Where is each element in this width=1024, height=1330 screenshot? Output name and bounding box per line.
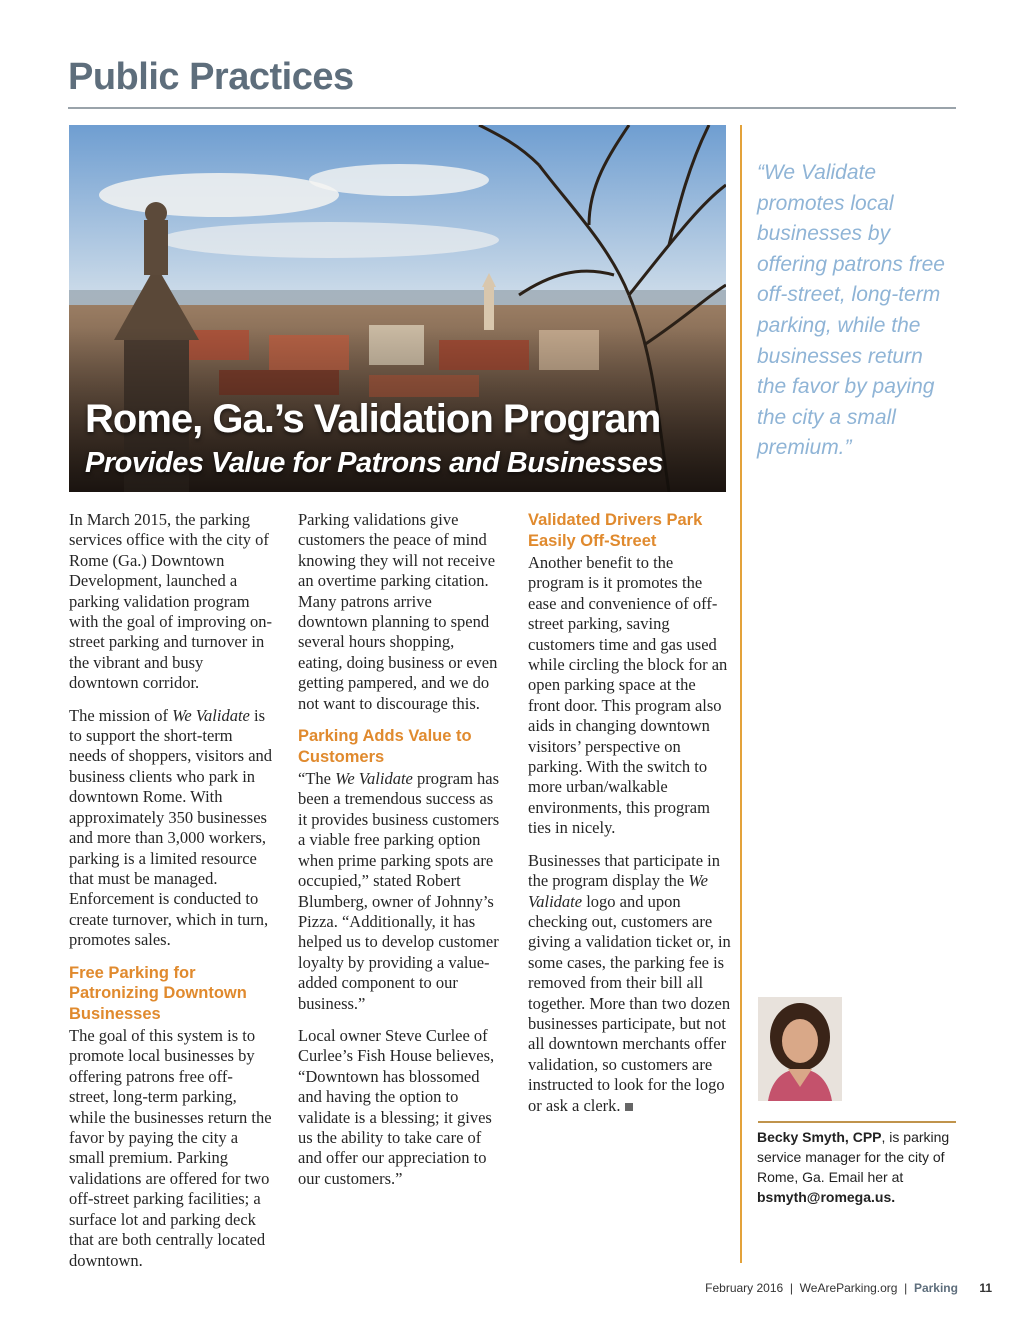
end-mark-icon bbox=[625, 1103, 633, 1111]
paragraph: In March 2015, the parking services office with the city of Rome (Ga.) Downtown Development, launched a parking validation program with the goal of improving on-street parking and turnover in the vibrant and busy downtown corridor. bbox=[69, 510, 273, 693]
author-email[interactable]: bsmyth@romega.us. bbox=[757, 1189, 896, 1205]
article-subheadline: Provides Value for Patrons and Businesses bbox=[85, 447, 663, 479]
author-divider bbox=[758, 1121, 956, 1123]
subheading: Parking Adds Value to Customers bbox=[298, 727, 472, 766]
article-headline: Rome, Ga.’s Validation Program bbox=[85, 397, 661, 441]
footer-date: February 2016 bbox=[705, 1281, 784, 1295]
subheading: Free Parking for Patronizing Downtown Businesses bbox=[69, 963, 247, 1023]
paragraph: The mission of We Validate is to support the short-term needs of shoppers, visitors and business clients who park in downtown Rome. With approximately 350 businesses and more than 3,000 workers, parking is a limited resource that must be managed. Enforcement is conducted to create turnover, which in turn, promotes sales. bbox=[69, 705, 273, 950]
subheading: Validated Drivers Park Easily Off-Street bbox=[528, 511, 703, 550]
paragraph: Local owner Steve Curlee of Curlee’s Fish House believes, “Downtown has blossomed and having the option to validate is a blessing; it gives us the ability to take care of and offer our appreciation to our customers.” bbox=[298, 1025, 495, 1188]
hero-image bbox=[69, 125, 726, 492]
author-portrait bbox=[758, 997, 842, 1101]
title-divider bbox=[68, 107, 956, 109]
section-title: Public Practices bbox=[68, 56, 354, 98]
paragraph: “The We Validate program has been a tremendous success as it provides business customers a viable free parking option when prime parking spots are occupied,” stated Robert Blumberg, owner of Johnny’s Pizza. “Additionally, it has helped us to develop customer loyalty by providing a value-added component to our business.” bbox=[298, 769, 500, 1013]
paragraph: Businesses that participate in the program display the We Validate logo and upon checking out, customers are giving a validation ticket or, in some cases, the parking fee is removed from their bill all together. More than two dozen businesses participate, but not all downtown merchants offer validation, so customers are instructed to look for the logo or ask a clerk. bbox=[528, 850, 731, 1115]
paragraph: Parking validations give customers the peace of mind knowing they will not receive an overtime parking citation. Many patrons arrive downtown planning to spend several hours shopping, eating, doing business or even getting pampered, and we do not want to discourage this. bbox=[298, 510, 498, 713]
sidebar-divider bbox=[740, 125, 742, 1263]
footer-brand: Parking bbox=[913, 1281, 958, 1295]
page-footer: February 2016 | WeAreParking.org | Parking 11 bbox=[705, 1281, 992, 1295]
footer-site[interactable]: WeAreParking.org bbox=[799, 1281, 898, 1295]
page-number: 11 bbox=[979, 1281, 992, 1295]
article-column-3 bbox=[528, 510, 731, 1128]
author-name: Becky Smyth, CPP bbox=[757, 1129, 882, 1145]
paragraph: The goal of this system is to promote local businesses by offering patrons free off-street, long-term parking, while the businesses return the favor by paying the city a small premium. Parking validations are offered for two off-street parking facilities; a surface lot and parking deck that are both centrally located downtown. bbox=[69, 1026, 272, 1270]
author-photo bbox=[758, 997, 842, 1101]
article-column-1 bbox=[69, 510, 272, 1283]
author-bio: Becky Smyth, CPP, is parking service manager for the city of Rome, Ga. Email her at bsmyth@romega.us. bbox=[757, 1129, 950, 1205]
paragraph: Another benefit to the program is it promotes the ease and convenience of off-street parking, saving customers time and gas used while circling the block for an open parking space at the front door. This program also aids in changing downtown visitors’ perspective on parking. With the switch to more urban/walkable environments, this program ties in nicely. bbox=[528, 553, 728, 838]
article-column-2 bbox=[298, 510, 501, 1201]
pull-quote: “We Validate promotes local businesses by offering patrons free off-street, long-term parking, while the businesses return the favor by paying the city a small premium.” bbox=[757, 161, 945, 460]
